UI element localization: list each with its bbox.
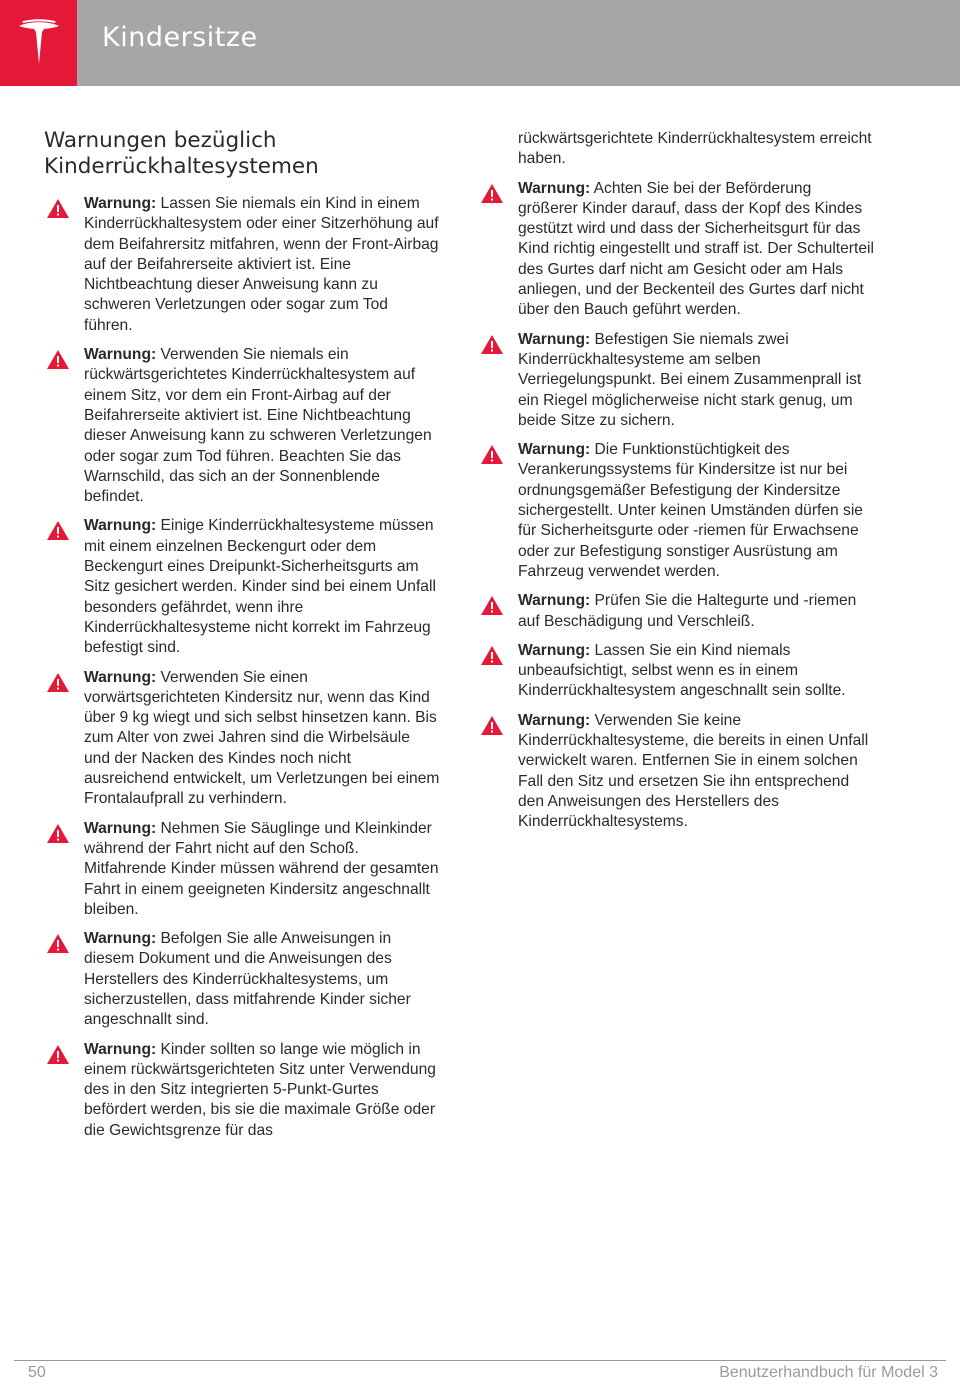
warning-text: Einige Kinderrückhaltesysteme müssen mit einem einzelnen Beckengurt oder dem Beckengurt eines Dreipunkt-Sicherheitsgurts am Sitz gesichert werden. Kinder sind bei einem Unfall besonders gefährdet, wenn ihre Kinderrückhaltesysteme nicht korrekt im Fahrzeug befestigt sind.	[84, 517, 436, 657]
warning-triangle-icon	[46, 823, 70, 844]
footer-divider	[14, 1360, 946, 1361]
warning-label: Warnung:	[84, 668, 157, 686]
warning-item	[478, 591, 874, 632]
chapter-title: Kindersitze	[102, 22, 258, 53]
tesla-logo-icon	[16, 18, 62, 68]
warning-text: Verwenden Sie niemals ein rückwärtsgerichtetes Kinderrückhaltesystem auf einem Sitz, vor dem ein Front-Airbag auf der Beifahrerseite aktiviert ist. Eine Nichtbeachtung dieser Anweisung kann zu schweren Verletzungen oder sogar zum Tod führen. Beachten Sie das Warnschild, das sich an der Sonnenblende befindet.	[84, 346, 432, 506]
page-header	[0, 0, 960, 86]
warning-text: Nehmen Sie Säuglinge und Kleinkinder während der Fahrt nicht auf den Schoß. Mitfahrende Kinder müssen während der gesamten Fahrt in einem geeigneten Kindersitz angeschnallt bleiben.	[84, 819, 439, 918]
warning-triangle-icon	[46, 933, 70, 954]
warning-triangle-icon	[46, 520, 70, 541]
warning-label: Warnung:	[84, 930, 157, 948]
page-number: 50	[28, 1364, 46, 1381]
warning-text: Lassen Sie niemals ein Kind in einem Kinderrückhaltesystem oder einer Sitzerhöhung auf dem Beifahrersitz mitfahren, wenn der Front-Airbag auf der Beifahrerseite aktiviert ist. Eine Nichtbeachtung dieser Anweisung kann zu schweren Verletzungen oder sogar zum Tod führen.	[84, 195, 439, 334]
warning-triangle-icon	[480, 334, 504, 355]
warning-triangle-icon	[480, 595, 504, 616]
warning-triangle-icon	[480, 183, 504, 204]
warning-text: Lassen Sie ein Kind niemals unbeaufsichtigt, selbst wenn es in einem Kinderrückhaltesystem angeschnallt sein sollte.	[518, 641, 846, 700]
warning-triangle-icon	[480, 715, 504, 736]
warning-text: Befestigen Sie niemals zwei Kinderrückhaltesysteme am selben Verriegelungspunkt. Bei einem Zusammenprall ist ein Riegel möglicherweise nicht stark genug, um beide Sitze zu sichern.	[518, 330, 862, 429]
brand-logo	[0, 0, 77, 86]
warning-triangle-icon	[46, 672, 70, 693]
warning-item	[478, 330, 874, 431]
warning-triangle-icon	[480, 645, 504, 666]
warning-label: Warnung:	[518, 711, 591, 729]
warning-item	[478, 440, 874, 582]
section-heading	[44, 128, 440, 180]
warning-text: Kinder sollten so lange wie möglich in einem rückwärtsgerichteten Sitz unter Verwendung des in den Sitz integrierten 5-Punkt-Gurtes befördert werden, bis sie die maximale Größe oder die Gewichtsgrenze für das	[84, 1040, 436, 1139]
warning-text: Prüfen Sie die Haltegurte und -riemen auf Beschädigung und Verschleiß.	[518, 592, 857, 630]
warning-triangle-icon	[46, 349, 70, 370]
warning-label: Warnung:	[84, 517, 157, 535]
warning-label: Warnung:	[518, 641, 591, 659]
warning-label: Warnung:	[518, 592, 591, 610]
warning-item	[478, 641, 874, 702]
warning-triangle-icon	[480, 444, 504, 465]
warning-text: Achten Sie bei der Beförderung größerer Kinder darauf, dass der Kopf des Kindes gestützt wird und dass der Sicherheitsgurt für das Kind richtig eingestellt und straff ist. Der Schulterteil des Gurtes darf nicht am Gesicht oder am Hals anliegen, und der Beckenteil des Gurtes darf nicht über den Bauch geführt werden.	[518, 179, 874, 319]
warning-item	[478, 179, 874, 321]
warning-label: Warnung:	[518, 330, 591, 348]
warning-label: Warnung:	[84, 195, 157, 212]
warning-label: Warnung:	[518, 179, 591, 197]
right-column	[478, 129, 874, 842]
warning-triangle-icon	[46, 1044, 70, 1065]
warning-item	[44, 1040, 440, 1141]
warning-text: Verwenden Sie keine Kinderrückhaltesysteme, die bereits in einen Unfall verwickelt waren. Entfernen Sie in einem solchen Fall den Sitz und ersetzen Sie ihn entsprechend den Anweisungen des Herstellers des Kinderrückhaltesystems.	[518, 711, 869, 831]
warning-label: Warnung:	[518, 441, 591, 459]
warning-label: Warnung:	[84, 1040, 157, 1058]
warning-text: Verwenden Sie einen vorwärtsgerichteten Kindersitz nur, wenn das Kind über 9 kg wiegt und sich selbst hinsetzen kann. Bis zum Alter von zwei Jahren sind die Wirbelsäule und der Nacken des Kindes noch nicht ausreichend entwickelt, um Verletzungen bei einem Frontalaufprall zu verhindern.	[84, 668, 440, 808]
warning-item	[44, 668, 440, 810]
warning-item	[44, 345, 440, 507]
manual-name: Benutzerhandbuch für Model 3	[719, 1364, 938, 1381]
warning-text: Befolgen Sie alle Anweisungen in diesem Dokument und die Anweisungen des Herstellers des Kinderrückhaltesystems, um sicherzustellen, dass mitfahrende Kinder sicher angeschnallt sind.	[84, 930, 411, 1029]
section-heading-line1: Warnungen bezüglich	[44, 128, 277, 153]
section-heading-line2: Kinderrückhaltesystemen	[44, 154, 319, 179]
warning-label: Warnung:	[84, 346, 157, 364]
warning-label: Warnung:	[84, 819, 157, 837]
warning-item	[478, 711, 874, 833]
warning-text: Die Funktionstüchtigkeit des Verankerungssystems für Kindersitze ist nur bei ordnungsgemäßer Befestigung der Kindersitze sichergestellt. Unter keinen Umständen dürfen sie für Sicherheitsgurte oder -riemen für Erwachsene oder zur Befestigung sonstiger Ausrüstung am Fahrzeug verwendet werden.	[518, 441, 863, 580]
warning-continuation-text: rückwärtsgerichtete Kinderrückhaltesystem erreicht haben.	[518, 130, 872, 168]
warning-item	[44, 516, 440, 658]
warning-item	[44, 194, 440, 336]
warning-item	[44, 819, 440, 920]
warning-item	[44, 929, 440, 1030]
warning-triangle-icon	[46, 198, 70, 219]
left-column	[44, 128, 440, 1150]
